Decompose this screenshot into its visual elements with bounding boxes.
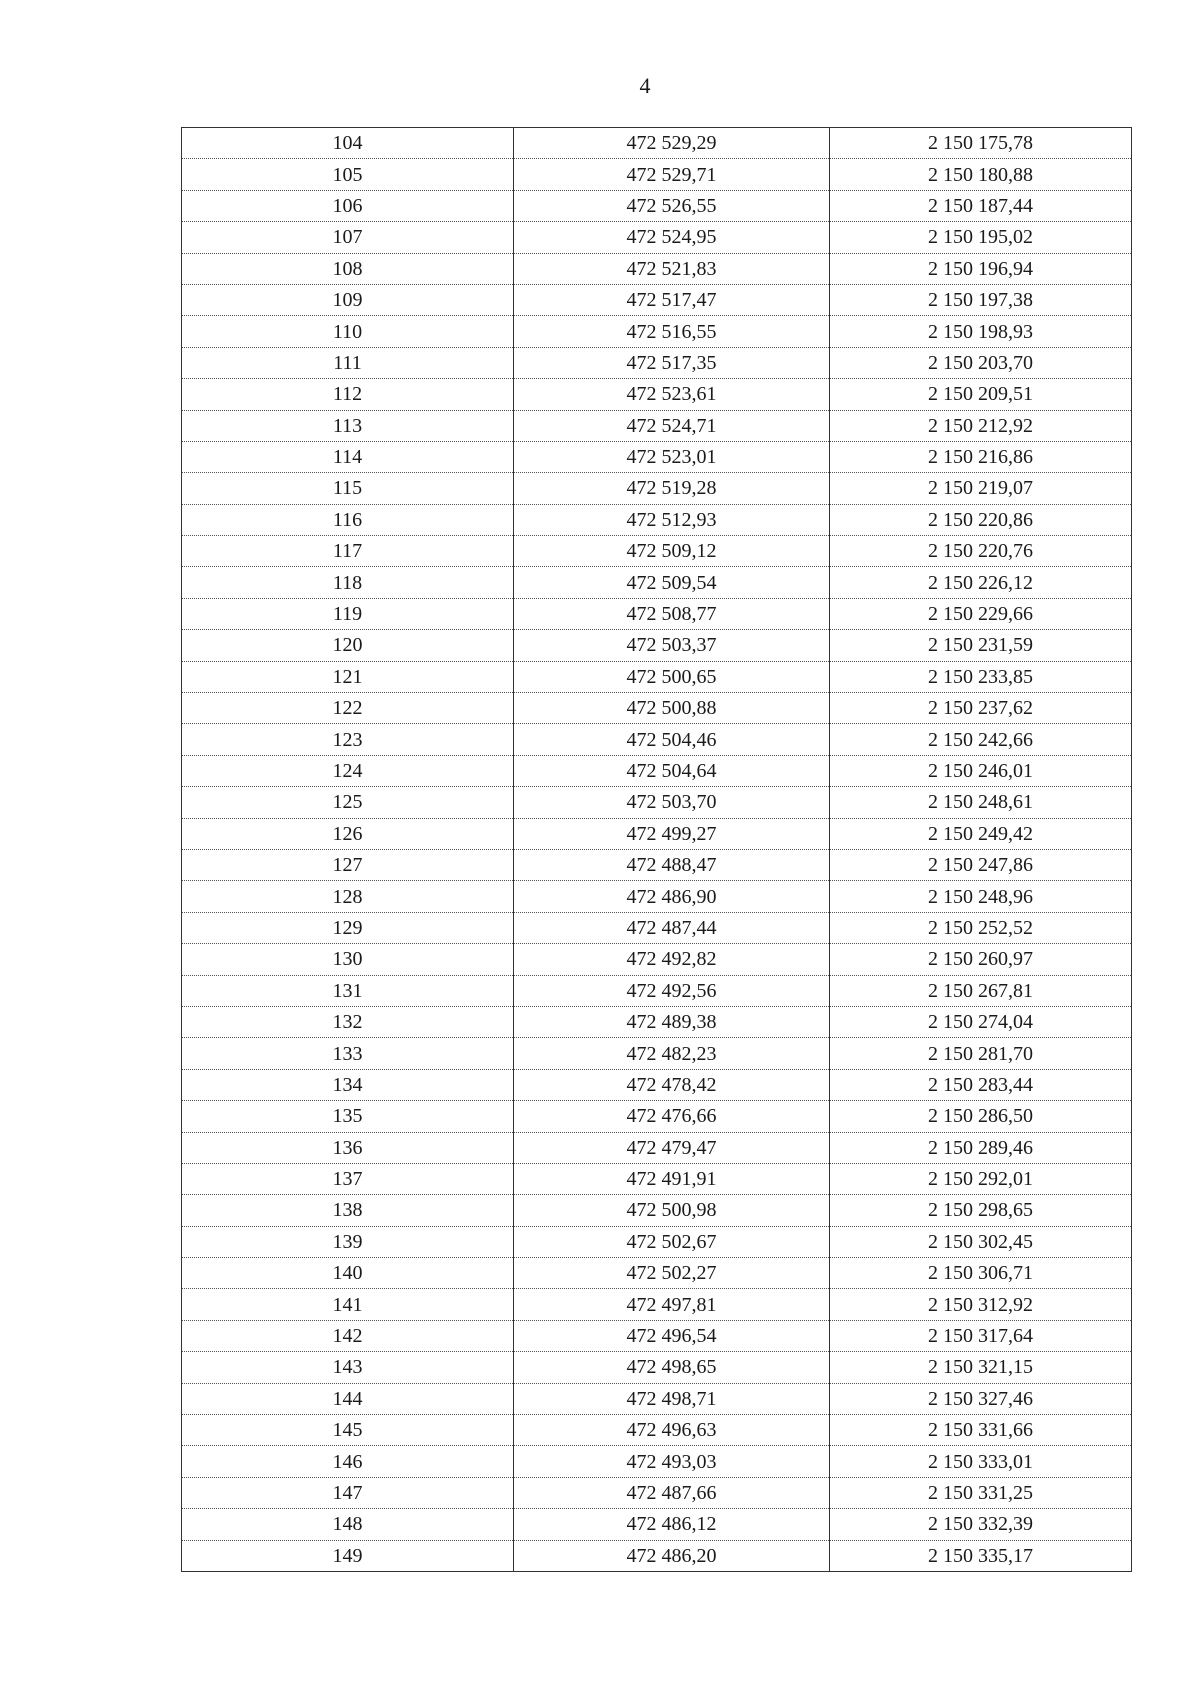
table-row bbox=[182, 975, 1132, 1006]
x-coordinate-cell: 472 509,12 bbox=[514, 536, 830, 567]
y-coordinate-cell: 2 150 220,86 bbox=[830, 504, 1132, 535]
y-coordinate-cell: 2 150 252,52 bbox=[830, 912, 1132, 943]
y-coordinate-cell: 2 150 197,38 bbox=[830, 284, 1132, 315]
x-coordinate-cell: 472 524,71 bbox=[514, 410, 830, 441]
point-number-cell: 124 bbox=[182, 755, 514, 786]
point-number-cell: 131 bbox=[182, 975, 514, 1006]
x-coordinate-cell: 472 503,70 bbox=[514, 787, 830, 818]
x-coordinate-cell: 472 498,65 bbox=[514, 1352, 830, 1383]
table-row bbox=[182, 253, 1132, 284]
point-number-cell: 113 bbox=[182, 410, 514, 441]
x-coordinate-cell: 472 478,42 bbox=[514, 1069, 830, 1100]
table-row bbox=[182, 128, 1132, 159]
x-coordinate-cell: 472 492,82 bbox=[514, 944, 830, 975]
y-coordinate-cell: 2 150 331,25 bbox=[830, 1477, 1132, 1508]
point-number-cell: 122 bbox=[182, 693, 514, 724]
y-coordinate-cell: 2 150 286,50 bbox=[830, 1101, 1132, 1132]
table-row bbox=[182, 1195, 1132, 1226]
table-row bbox=[182, 1415, 1132, 1446]
table-row bbox=[182, 724, 1132, 755]
table-row bbox=[182, 347, 1132, 378]
point-number-cell: 133 bbox=[182, 1038, 514, 1069]
table-row bbox=[182, 912, 1132, 943]
point-number-cell: 112 bbox=[182, 379, 514, 410]
y-coordinate-cell: 2 150 220,76 bbox=[830, 536, 1132, 567]
x-coordinate-cell: 472 493,03 bbox=[514, 1446, 830, 1477]
table-row bbox=[182, 661, 1132, 692]
point-number-cell: 108 bbox=[182, 253, 514, 284]
point-number-cell: 128 bbox=[182, 881, 514, 912]
x-coordinate-cell: 472 489,38 bbox=[514, 1006, 830, 1037]
table-row bbox=[182, 1320, 1132, 1351]
point-number-cell: 121 bbox=[182, 661, 514, 692]
y-coordinate-cell: 2 150 216,86 bbox=[830, 441, 1132, 472]
x-coordinate-cell: 472 529,71 bbox=[514, 159, 830, 190]
y-coordinate-cell: 2 150 283,44 bbox=[830, 1069, 1132, 1100]
y-coordinate-cell: 2 150 260,97 bbox=[830, 944, 1132, 975]
x-coordinate-cell: 472 502,67 bbox=[514, 1226, 830, 1257]
table-row bbox=[182, 1101, 1132, 1132]
x-coordinate-cell: 472 508,77 bbox=[514, 598, 830, 629]
table-row bbox=[182, 944, 1132, 975]
point-number-cell: 137 bbox=[182, 1163, 514, 1194]
table-row bbox=[182, 755, 1132, 786]
point-number-cell: 119 bbox=[182, 598, 514, 629]
x-coordinate-cell: 472 523,01 bbox=[514, 441, 830, 472]
point-number-cell: 142 bbox=[182, 1320, 514, 1351]
point-number-cell: 144 bbox=[182, 1383, 514, 1414]
table-row bbox=[182, 1258, 1132, 1289]
x-coordinate-cell: 472 502,27 bbox=[514, 1258, 830, 1289]
table-row bbox=[182, 1477, 1132, 1508]
point-number-cell: 145 bbox=[182, 1415, 514, 1446]
point-number-cell: 111 bbox=[182, 347, 514, 378]
x-coordinate-cell: 472 504,64 bbox=[514, 755, 830, 786]
point-number-cell: 129 bbox=[182, 912, 514, 943]
table-row bbox=[182, 1540, 1132, 1571]
point-number-cell: 107 bbox=[182, 222, 514, 253]
y-coordinate-cell: 2 150 289,46 bbox=[830, 1132, 1132, 1163]
x-coordinate-cell: 472 512,93 bbox=[514, 504, 830, 535]
y-coordinate-cell: 2 150 317,64 bbox=[830, 1320, 1132, 1351]
y-coordinate-cell: 2 150 196,94 bbox=[830, 253, 1132, 284]
table-row bbox=[182, 159, 1132, 190]
x-coordinate-cell: 472 521,83 bbox=[514, 253, 830, 284]
x-coordinate-cell: 472 500,98 bbox=[514, 1195, 830, 1226]
point-number-cell: 106 bbox=[182, 190, 514, 221]
table-row bbox=[182, 1132, 1132, 1163]
table-row bbox=[182, 1289, 1132, 1320]
x-coordinate-cell: 472 488,47 bbox=[514, 849, 830, 880]
x-coordinate-cell: 472 496,54 bbox=[514, 1320, 830, 1351]
y-coordinate-cell: 2 150 246,01 bbox=[830, 755, 1132, 786]
point-number-cell: 139 bbox=[182, 1226, 514, 1257]
y-coordinate-cell: 2 150 267,81 bbox=[830, 975, 1132, 1006]
y-coordinate-cell: 2 150 332,39 bbox=[830, 1509, 1132, 1540]
table-row bbox=[182, 441, 1132, 472]
y-coordinate-cell: 2 150 219,07 bbox=[830, 473, 1132, 504]
y-coordinate-cell: 2 150 180,88 bbox=[830, 159, 1132, 190]
y-coordinate-cell: 2 150 195,02 bbox=[830, 222, 1132, 253]
x-coordinate-cell: 472 499,27 bbox=[514, 818, 830, 849]
y-coordinate-cell: 2 150 333,01 bbox=[830, 1446, 1132, 1477]
point-number-cell: 115 bbox=[182, 473, 514, 504]
y-coordinate-cell: 2 150 274,04 bbox=[830, 1006, 1132, 1037]
table-row bbox=[182, 316, 1132, 347]
y-coordinate-cell: 2 150 302,45 bbox=[830, 1226, 1132, 1257]
table-row bbox=[182, 1038, 1132, 1069]
table-row bbox=[182, 1383, 1132, 1414]
table-row bbox=[182, 284, 1132, 315]
y-coordinate-cell: 2 150 281,70 bbox=[830, 1038, 1132, 1069]
point-number-cell: 136 bbox=[182, 1132, 514, 1163]
y-coordinate-cell: 2 150 229,66 bbox=[830, 598, 1132, 629]
y-coordinate-cell: 2 150 247,86 bbox=[830, 849, 1132, 880]
x-coordinate-cell: 472 504,46 bbox=[514, 724, 830, 755]
y-coordinate-cell: 2 150 237,62 bbox=[830, 693, 1132, 724]
table-row bbox=[182, 1226, 1132, 1257]
x-coordinate-cell: 472 486,20 bbox=[514, 1540, 830, 1571]
table-row bbox=[182, 630, 1132, 661]
x-coordinate-cell: 472 500,88 bbox=[514, 693, 830, 724]
x-coordinate-cell: 472 497,81 bbox=[514, 1289, 830, 1320]
point-number-cell: 146 bbox=[182, 1446, 514, 1477]
table-row bbox=[182, 567, 1132, 598]
table-row bbox=[182, 1069, 1132, 1100]
y-coordinate-cell: 2 150 175,78 bbox=[830, 128, 1132, 159]
x-coordinate-cell: 472 526,55 bbox=[514, 190, 830, 221]
y-coordinate-cell: 2 150 248,61 bbox=[830, 787, 1132, 818]
x-coordinate-cell: 472 500,65 bbox=[514, 661, 830, 692]
table-row bbox=[182, 849, 1132, 880]
x-coordinate-cell: 472 487,44 bbox=[514, 912, 830, 943]
point-number-cell: 104 bbox=[182, 128, 514, 159]
table-row bbox=[182, 379, 1132, 410]
point-number-cell: 117 bbox=[182, 536, 514, 567]
point-number-cell: 141 bbox=[182, 1289, 514, 1320]
table-row bbox=[182, 598, 1132, 629]
y-coordinate-cell: 2 150 321,15 bbox=[830, 1352, 1132, 1383]
point-number-cell: 114 bbox=[182, 441, 514, 472]
y-coordinate-cell: 2 150 233,85 bbox=[830, 661, 1132, 692]
point-number-cell: 134 bbox=[182, 1069, 514, 1100]
y-coordinate-cell: 2 150 187,44 bbox=[830, 190, 1132, 221]
point-number-cell: 110 bbox=[182, 316, 514, 347]
point-number-cell: 135 bbox=[182, 1101, 514, 1132]
y-coordinate-cell: 2 150 306,71 bbox=[830, 1258, 1132, 1289]
point-number-cell: 138 bbox=[182, 1195, 514, 1226]
y-coordinate-cell: 2 150 226,12 bbox=[830, 567, 1132, 598]
x-coordinate-cell: 472 503,37 bbox=[514, 630, 830, 661]
point-number-cell: 130 bbox=[182, 944, 514, 975]
y-coordinate-cell: 2 150 292,01 bbox=[830, 1163, 1132, 1194]
point-number-cell: 143 bbox=[182, 1352, 514, 1383]
coordinates-table bbox=[181, 127, 1132, 1572]
x-coordinate-cell: 472 492,56 bbox=[514, 975, 830, 1006]
y-coordinate-cell: 2 150 198,93 bbox=[830, 316, 1132, 347]
x-coordinate-cell: 472 516,55 bbox=[514, 316, 830, 347]
y-coordinate-cell: 2 150 335,17 bbox=[830, 1540, 1132, 1571]
table-row bbox=[182, 473, 1132, 504]
table-row bbox=[182, 222, 1132, 253]
y-coordinate-cell: 2 150 331,66 bbox=[830, 1415, 1132, 1446]
x-coordinate-cell: 472 496,63 bbox=[514, 1415, 830, 1446]
y-coordinate-cell: 2 150 327,46 bbox=[830, 1383, 1132, 1414]
y-coordinate-cell: 2 150 312,92 bbox=[830, 1289, 1132, 1320]
y-coordinate-cell: 2 150 203,70 bbox=[830, 347, 1132, 378]
table-row bbox=[182, 1446, 1132, 1477]
x-coordinate-cell: 472 482,23 bbox=[514, 1038, 830, 1069]
table-row bbox=[182, 190, 1132, 221]
point-number-cell: 109 bbox=[182, 284, 514, 315]
point-number-cell: 125 bbox=[182, 787, 514, 818]
point-number-cell: 127 bbox=[182, 849, 514, 880]
table-row bbox=[182, 693, 1132, 724]
x-coordinate-cell: 472 498,71 bbox=[514, 1383, 830, 1414]
table-row bbox=[182, 410, 1132, 441]
x-coordinate-cell: 472 523,61 bbox=[514, 379, 830, 410]
table-row bbox=[182, 881, 1132, 912]
x-coordinate-cell: 472 517,47 bbox=[514, 284, 830, 315]
y-coordinate-cell: 2 150 242,66 bbox=[830, 724, 1132, 755]
y-coordinate-cell: 2 150 231,59 bbox=[830, 630, 1132, 661]
point-number-cell: 105 bbox=[182, 159, 514, 190]
point-number-cell: 140 bbox=[182, 1258, 514, 1289]
x-coordinate-cell: 472 491,91 bbox=[514, 1163, 830, 1194]
x-coordinate-cell: 472 479,47 bbox=[514, 1132, 830, 1163]
x-coordinate-cell: 472 476,66 bbox=[514, 1101, 830, 1132]
y-coordinate-cell: 2 150 212,92 bbox=[830, 410, 1132, 441]
coordinates-table-body bbox=[182, 128, 1132, 1572]
point-number-cell: 123 bbox=[182, 724, 514, 755]
x-coordinate-cell: 472 524,95 bbox=[514, 222, 830, 253]
x-coordinate-cell: 472 487,66 bbox=[514, 1477, 830, 1508]
x-coordinate-cell: 472 517,35 bbox=[514, 347, 830, 378]
x-coordinate-cell: 472 519,28 bbox=[514, 473, 830, 504]
table-row bbox=[182, 818, 1132, 849]
table-row bbox=[182, 1006, 1132, 1037]
table-row bbox=[182, 1509, 1132, 1540]
x-coordinate-cell: 472 486,90 bbox=[514, 881, 830, 912]
x-coordinate-cell: 472 486,12 bbox=[514, 1509, 830, 1540]
x-coordinate-cell: 472 509,54 bbox=[514, 567, 830, 598]
table-row bbox=[182, 1163, 1132, 1194]
point-number-cell: 148 bbox=[182, 1509, 514, 1540]
table-row bbox=[182, 504, 1132, 535]
table-row bbox=[182, 536, 1132, 567]
point-number-cell: 147 bbox=[182, 1477, 514, 1508]
point-number-cell: 126 bbox=[182, 818, 514, 849]
point-number-cell: 118 bbox=[182, 567, 514, 598]
table-row bbox=[182, 1352, 1132, 1383]
y-coordinate-cell: 2 150 249,42 bbox=[830, 818, 1132, 849]
x-coordinate-cell: 472 529,29 bbox=[514, 128, 830, 159]
point-number-cell: 149 bbox=[182, 1540, 514, 1571]
y-coordinate-cell: 2 150 248,96 bbox=[830, 881, 1132, 912]
page-number: 4 bbox=[639, 73, 651, 98]
y-coordinate-cell: 2 150 298,65 bbox=[830, 1195, 1132, 1226]
point-number-cell: 120 bbox=[182, 630, 514, 661]
y-coordinate-cell: 2 150 209,51 bbox=[830, 379, 1132, 410]
point-number-cell: 116 bbox=[182, 504, 514, 535]
table-row bbox=[182, 787, 1132, 818]
point-number-cell: 132 bbox=[182, 1006, 514, 1037]
